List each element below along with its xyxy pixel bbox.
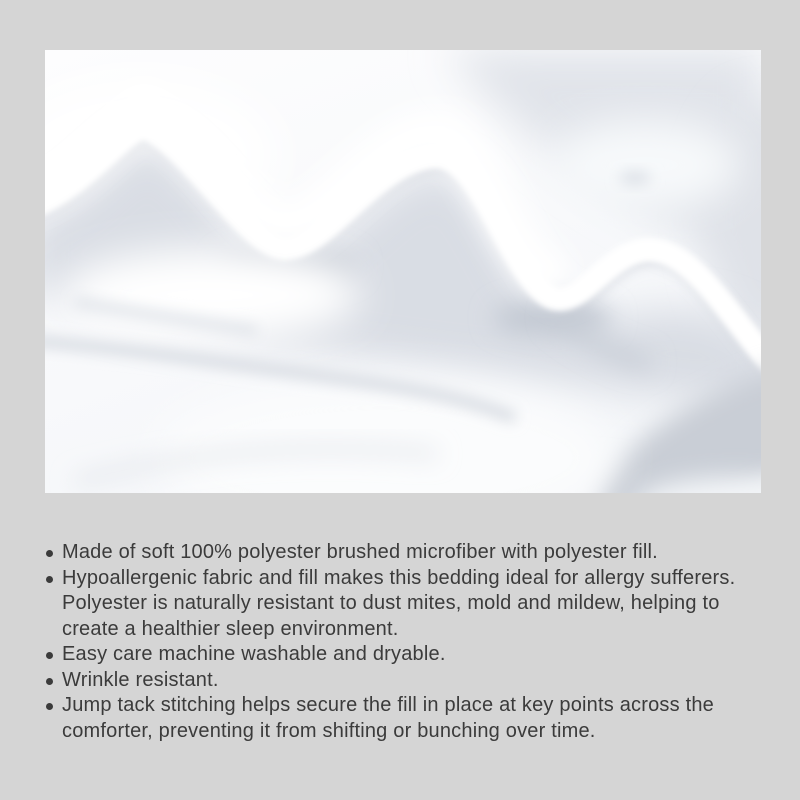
bullet-icon [46, 703, 53, 710]
product-photo [45, 50, 761, 493]
feature-item [44, 566, 750, 643]
feature-text: Wrinkle resistant. [62, 668, 219, 691]
feature-text: Easy care machine washable and dryable. [62, 643, 446, 665]
bullet-icon [46, 576, 53, 583]
feature-item [44, 668, 750, 694]
feature-item [44, 693, 750, 744]
bullet-icon [46, 550, 53, 557]
feature-item [44, 642, 750, 668]
feature-text: Made of soft 100% polyester brushed microfiber with polyester fill. [62, 541, 658, 563]
comforter-photo-illustration [45, 50, 761, 493]
feature-item [44, 540, 750, 566]
feature-list [44, 540, 750, 744]
feature-text: Hypoallergenic fabric and fill makes this bedding ideal for allergy sufferers. Polyester is naturally resistant to dust mites, mold and mildew, helping to create a healthier sleep environment. [62, 566, 736, 640]
feature-text: Jump tack stitching helps secure the fill in place at key points across the comforter, preventing it from shifting or bunching over time. [62, 694, 714, 742]
bullet-icon [46, 652, 53, 659]
bullet-icon [46, 678, 53, 685]
